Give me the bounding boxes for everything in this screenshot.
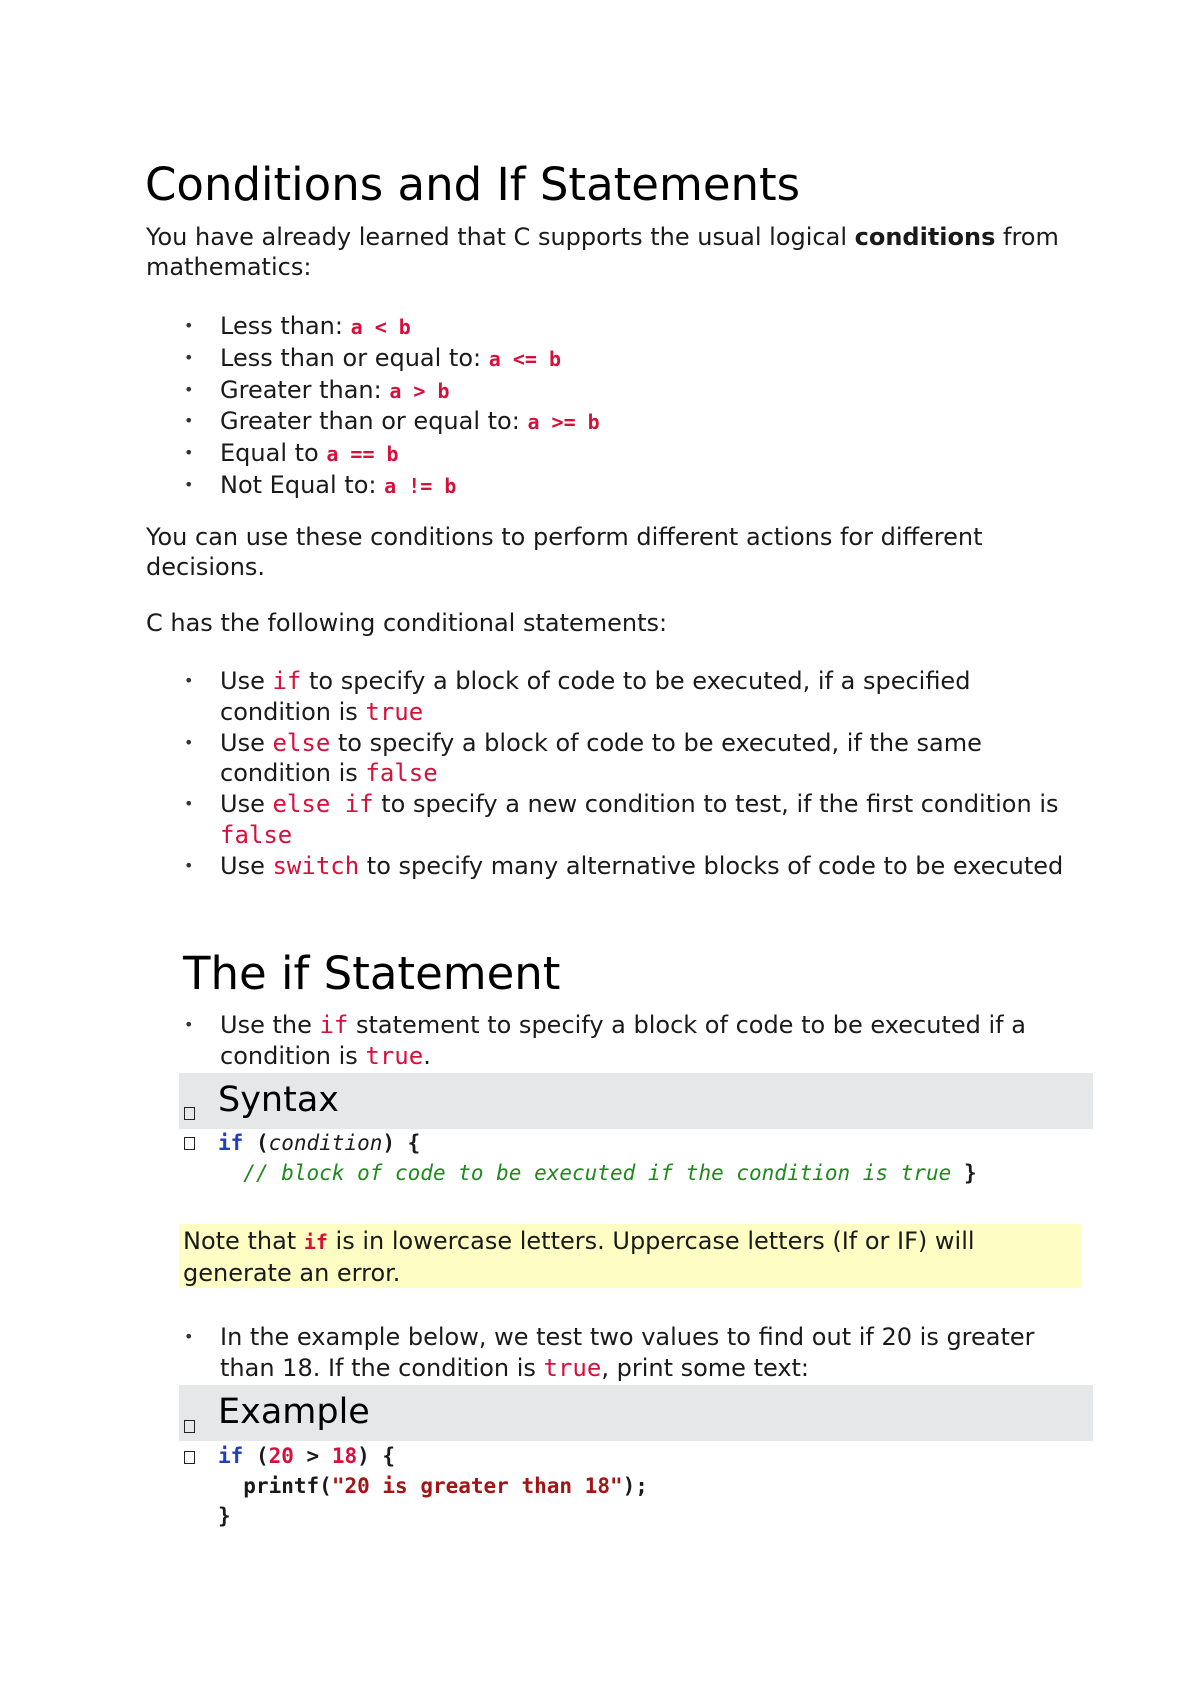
bullet-icon: • [184,443,194,463]
code-string: "20 is greater than 18" [331,1474,623,1498]
syntax-title: Syntax [218,1080,339,1120]
code-operator: > [293,1444,332,1468]
code-punct: ( [243,1131,269,1155]
statement-keyword: switch [272,851,360,880]
list-item [184,851,1084,882]
list-item [184,406,600,438]
bullet-icon: • [184,671,194,690]
bullet-icon: • [184,855,194,875]
statements-list [184,666,1084,882]
operator-label: Greater than: [220,375,390,404]
if-statement-bullet-list [184,1010,1064,1071]
box-icon [184,1420,195,1433]
statement-keyword: if [272,667,302,695]
code-keyword: if [218,1131,244,1155]
list-item [184,438,600,470]
operator-code: a < b [350,315,411,339]
list-item [184,375,600,407]
code-punct: } [951,1161,977,1185]
box-icon [184,1107,195,1120]
statement-text: to specify a block of code to be executed, if the same condition is [220,728,982,788]
bullet-text: , print some text: [601,1353,810,1382]
list-item [184,728,1084,790]
statement-text: to specify a new condition to test, if the first condition is [373,790,1059,819]
operator-code: a == b [326,442,399,467]
statement-text: Use [220,667,273,695]
operator-label: Not Equal to: [220,470,385,499]
note-text: is in lowercase letters. Uppercase letters (If or IF) will generate an error. [183,1227,975,1287]
box-icon [184,1137,195,1150]
statement-text: Use [220,790,273,819]
bullet-icon: • [184,347,194,367]
statement-text: Use [220,728,273,757]
note-box [179,1224,1081,1288]
box-icon [184,1451,195,1464]
bullet-icon: • [184,732,194,752]
code-number: 20 [268,1444,294,1468]
list-item [184,470,600,502]
bullet-keyword: if [319,1011,349,1039]
operator-label: Less than: [220,312,351,340]
statement-keyword: else if [272,790,374,819]
bullet-text: Use the [220,1011,320,1039]
bullet-text: In the example below, we test two values to find out if 20 is greater than 18. If the condition is [220,1323,1035,1382]
code-punct: ); [622,1474,648,1498]
intro-paragraph [146,222,1066,282]
code-punct: ) { [357,1444,396,1468]
example-bullet-list [184,1322,1064,1383]
intro-bold-conditions: conditions [854,223,996,251]
operator-label: Less than or equal to: [220,343,489,372]
code-number: 18 [331,1444,358,1468]
operators-list [184,311,600,502]
bullet-icon: • [184,1327,194,1346]
statement-text: to specify many alternative blocks of code to be executed [359,851,1064,880]
bullet-icon: • [184,411,194,431]
operator-code: a >= b [527,410,600,435]
statement-text: to specify a block of code to be executed, if a specified condition is [220,667,971,726]
operator-code: a > b [389,378,450,403]
operator-code: a != b [384,473,457,498]
statement-keyword: false [365,759,438,788]
use-conditions-paragraph: You can use these conditions to perform different actions for different decisions. [146,523,983,581]
bullet-text: . [423,1041,431,1070]
list-item [184,789,1084,851]
page-title: Conditions and If Statements [145,158,801,211]
bullet-icon: • [184,1015,194,1034]
bullet-icon: • [184,474,194,494]
bullet-keyword: true [543,1353,602,1382]
bullet-text: statement to specify a block of code to be executed if a condition is [220,1011,1026,1070]
code-punct: ) { [382,1131,421,1155]
bullet-keyword: true [365,1041,424,1070]
list-item [184,1322,1064,1383]
bullet-icon: • [184,316,194,335]
list-item [184,343,600,375]
example-code-block [218,1441,648,1531]
code-keyword: if [218,1444,244,1468]
list-item [184,1010,1064,1071]
operator-code: a <= b [488,346,561,371]
statement-keyword: else [272,728,331,757]
code-condition: condition [268,1131,383,1155]
bullet-icon: • [184,794,194,814]
statement-text: Use [220,851,273,880]
code-function: printf( [243,1474,332,1498]
list-item [184,666,1084,728]
bullet-icon: • [184,379,194,399]
statement-keyword: true [365,697,424,726]
example-title: Example [218,1392,370,1432]
list-item [184,311,600,343]
intro-text-before: You have already learned that C supports the usual logical [146,223,855,251]
note-keyword: if [303,1230,328,1254]
intro-text-after: from mathematics: [146,223,1059,281]
statement-keyword: false [220,820,293,849]
code-punct: ( [243,1444,269,1468]
syntax-code-block [218,1128,977,1188]
operator-label: Equal to [220,439,327,468]
operator-label: Greater than or equal to: [220,407,528,436]
section-title-if-statement: The if Statement [183,947,561,1000]
code-punct: } [218,1504,231,1528]
conditional-statements-paragraph: C has the following conditional statements: [146,609,668,637]
note-text: Note that [183,1227,304,1255]
code-comment: // block of code to be executed if the condition is true [243,1161,952,1185]
